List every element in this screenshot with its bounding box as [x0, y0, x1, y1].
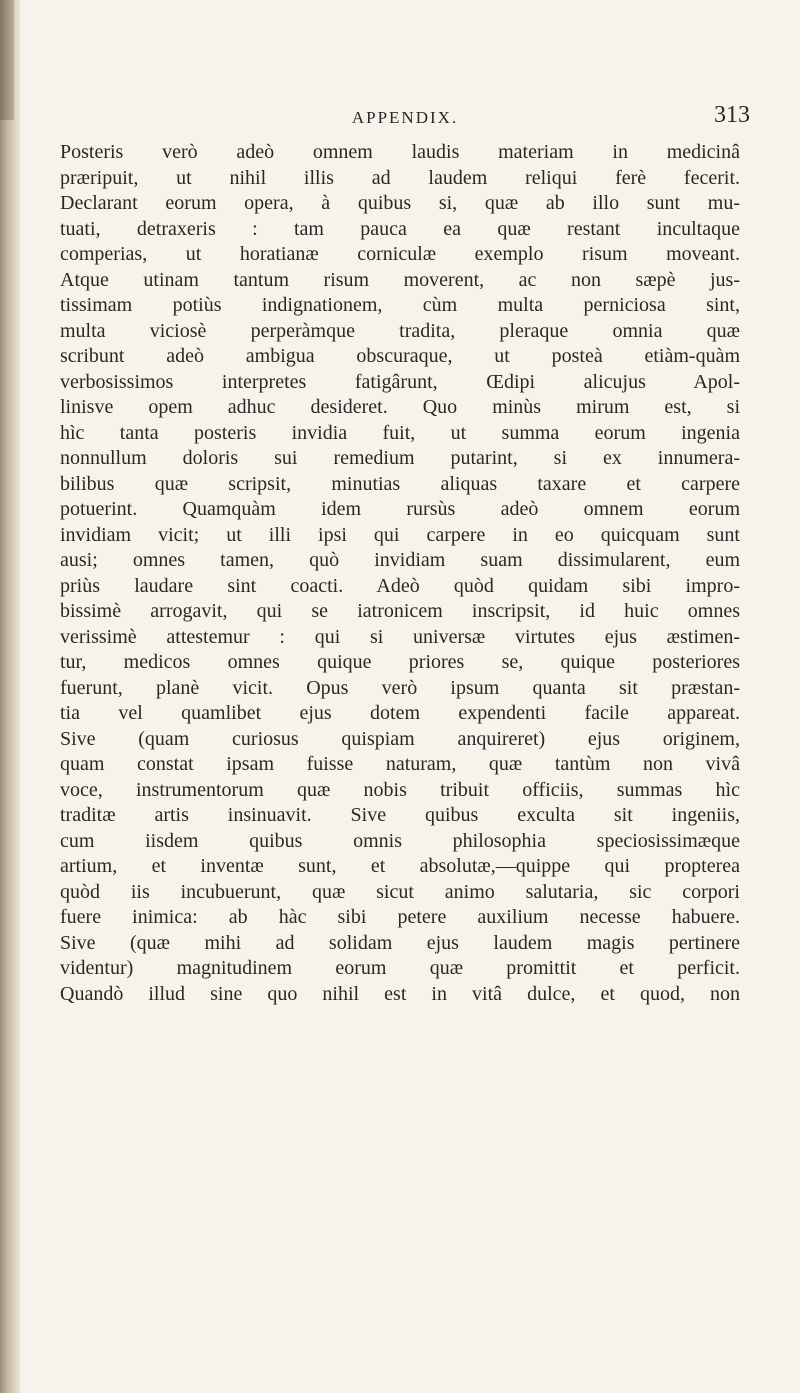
- text-line: quòd iis incubuerunt, quæ sicut animo salutaria, sic corpori: [60, 880, 740, 903]
- text-line: videntur) magnitudinem eorum quæ promittit et perficit.: [60, 957, 740, 979]
- text-line: quam constat ipsam fuisse naturam, quæ tantùm non vivâ: [60, 753, 740, 775]
- running-head: [60, 102, 750, 132]
- text-line: præripuit, ut nihil illis ad laudem reliqui ferè fecerit.: [60, 166, 740, 189]
- text-line: voce, instrumentorum quæ nobis tribuit officiis, summas hìc: [60, 778, 740, 801]
- text-line: ausi; omnes tamen, quò invidiam suam dissimularent, eum: [60, 549, 740, 571]
- text-line: verissimè attestemur : qui si universæ virtutes ejus æstimen-: [60, 625, 740, 648]
- text-line: cum iisdem quibus omnis philosophia speciosissimæque: [60, 829, 740, 852]
- text-line: multa viciosè perperàmque tradita, pleraque omnia quæ: [60, 319, 740, 342]
- text-line: Sive (quæ mihi ad solidam ejus laudem magis pertinere: [60, 931, 740, 954]
- text-line: Declarant eorum opera, à quibus si, quæ ab illo sunt mu-: [60, 192, 740, 214]
- text-line: traditæ artis insinuavit. Sive quibus exculta sit ingeniis,: [60, 804, 740, 826]
- text-line: tur, medicos omnes quique priores se, quique posteriores: [60, 651, 740, 673]
- running-head-title: APPENDIX.: [351, 108, 459, 127]
- text-line: comperias, ut horatianæ corniculæ exemplo risum moveant.: [60, 243, 740, 265]
- text-line: priùs laudare sint coacti. Adeò quòd quidam sibi impro-: [60, 574, 740, 597]
- text-line: fuere inimica: ab hàc sibi petere auxilium necesse habuere.: [60, 906, 740, 928]
- text-line: nonnullum doloris sui remedium putarint, si ex innumera-: [60, 447, 740, 469]
- text-line: Posteris verò adeò omnem laudis materiam in medicinâ: [60, 141, 740, 163]
- text-line: invidiam vicit; ut illi ipsi qui carpere in eo quicquam sunt: [60, 523, 740, 546]
- text-line: Quandò illud sine quo nihil est in vitâ dulce, et quod, non: [60, 982, 740, 1005]
- text-line: potuerint. Quamquàm idem rursùs adeò omnem eorum: [60, 498, 740, 520]
- text-line: tissimam potiùs indignationem, cùm multa perniciosa sint,: [60, 294, 740, 316]
- body-text: [60, 140, 740, 1007]
- text-line: artium, et inventæ sunt, et absolutæ,—quippe qui propterea: [60, 855, 740, 877]
- text-line: bissimè arrogavit, qui se iatronicem inscripsit, id huic omnes: [60, 600, 740, 622]
- text-line: linisve opem adhuc desideret. Quo minùs mirum est, si: [60, 396, 740, 418]
- text-line: Sive (quam curiosus quispiam anquireret) ejus originem,: [60, 727, 740, 750]
- page-number: 313: [714, 102, 750, 128]
- text-line: verbosissimos interpretes fatigârunt, Œdipi alicujus Apol-: [60, 370, 740, 393]
- text-line: tuati, detraxeris : tam pauca ea quæ restant incultaque: [60, 217, 740, 240]
- text-line: scribunt adeò ambigua obscuraque, ut posteà etiàm-quàm: [60, 345, 740, 367]
- text-line: tia vel quamlibet ejus dotem expendenti facile appareat.: [60, 702, 740, 724]
- text-line: bilibus quæ scripsit, minutias aliquas taxare et carpere: [60, 472, 740, 495]
- text-line: Atque utinam tantum risum moverent, ac non sæpè jus-: [60, 268, 740, 291]
- text-line: fuerunt, planè vicit. Opus verò ipsum quanta sit præstan-: [60, 676, 740, 699]
- text-line: hìc tanta posteris invidia fuit, ut summa eorum ingenia: [60, 421, 740, 444]
